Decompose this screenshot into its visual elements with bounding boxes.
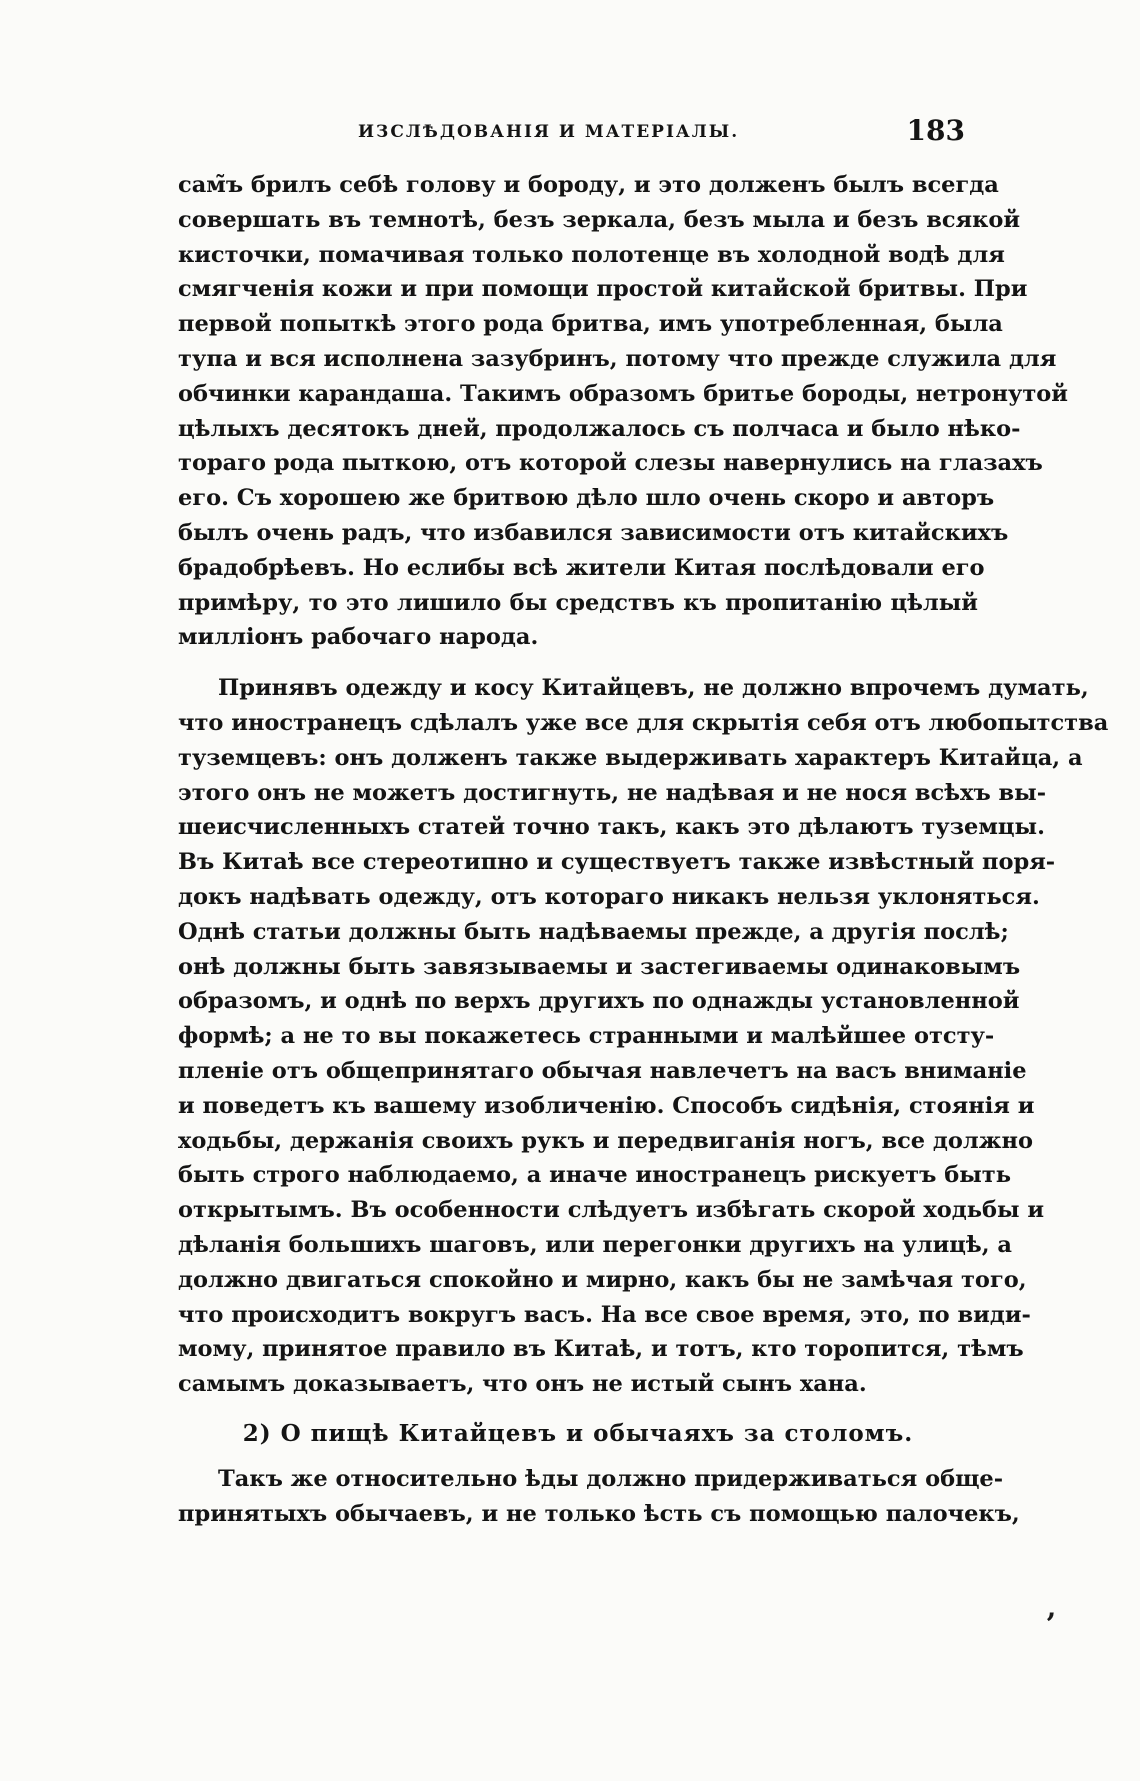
text-line: и поведетъ къ вашему изобличенію. Способъ сидѣнія, стоянія и	[178, 1092, 1035, 1119]
paragraph-2	[178, 671, 1109, 1402]
paragraph-3	[178, 1462, 1020, 1532]
text-line: должно двигаться спокойно и мирно, какъ бы не замѣчая того,	[178, 1266, 1027, 1293]
text-line: онѣ должны быть завязываемы и застегиваемы одинаковымъ	[178, 953, 1021, 980]
text-line: цѣлыхъ десятокъ дней, продолжалось съ полчаса и было нѣко-	[178, 415, 1021, 442]
text-line: формѣ; а не то вы покажетесь странными и малѣйшее отсту-	[178, 1023, 995, 1050]
text-line: первой попыткѣ этого рода бритва, имъ употребленная, была	[178, 311, 1003, 338]
text-line: пленіе отъ общепринятаго обычая навлечетъ на васъ вниманіе	[178, 1057, 1027, 1084]
text-line: Въ Китаѣ все стереотипно и существуетъ также извѣстный поря-	[178, 849, 1056, 876]
text-line: этого онъ не можетъ достигнуть, не надѣвая и не нося всѣхъ вы-	[178, 779, 1047, 806]
text-line: принятыхъ обычаевъ, и не только ѣсть съ помощью палочекъ,	[178, 1500, 1020, 1527]
text-line: милліонъ рабочаго народа.	[178, 624, 539, 651]
text-line: тупа и вся исполнена зазубринъ, потому что прежде служила для	[178, 345, 1057, 372]
text-line: брадобрѣевъ. Но еслибы всѣ жители Китая послѣдовали его	[178, 554, 985, 581]
body-text	[178, 168, 1109, 1531]
text-line: совершать въ темнотѣ, безъ зеркала, безъ мыла и безъ всякой	[178, 206, 1021, 233]
text-line: кисточки, помачивая только полотенце въ холодной водѣ для	[178, 241, 1005, 268]
text-line: самымъ доказываетъ, что онъ не истый сынъ хана.	[178, 1371, 867, 1398]
text-line: его. Съ хорошею же бритвою дѣло шло очень скоро и авторъ	[178, 485, 995, 512]
paragraph-1	[178, 168, 1068, 655]
text-line: образомъ, и однѣ по верхъ другихъ по однажды установленной	[178, 988, 1020, 1015]
text-line: шеисчисленныхъ статей точно такъ, какъ это дѣлаютъ туземцы.	[178, 814, 1045, 841]
text-line: тораго рода пыткою, отъ которой слезы навернулись на глазахъ	[178, 450, 1043, 477]
page-number: 183	[906, 114, 965, 147]
text-line: открытымъ. Въ особенности слѣдуетъ избѣгать скорой ходьбы и	[178, 1197, 1045, 1224]
text-line: туземцевъ: онъ долженъ также выдерживать характеръ Китайца, а	[178, 744, 1083, 771]
text-line: Принявъ одежду и косу Китайцевъ, не должно впрочемъ думать,	[218, 675, 1089, 702]
margin-mark: ʼ	[1045, 1608, 1056, 1643]
section-heading: 2) О пищѣ Китайцевъ и обычаяхъ за столомъ.	[242, 1419, 914, 1447]
text-line: обчинки карандаша. Такимъ образомъ бритье бороды, нетронутой	[178, 380, 1068, 407]
text-line: былъ очень радъ, что избавился зависимости отъ китайскихъ	[178, 519, 1009, 546]
text-line: ходьбы, держанія своихъ рукъ и передвиганія ногъ, все должно	[178, 1127, 1033, 1154]
running-head: ИЗСЛѢДОВАНІЯ И МАТЕРІАЛЫ.	[358, 122, 740, 142]
text-line: смягченія кожи и при помощи простой китайской бритвы. При	[178, 276, 1028, 303]
text-line: примѣру, то это лишило бы средствъ къ пропитанію цѣлый	[178, 589, 978, 616]
text-line: быть строго наблюдаемо, а иначе иностранецъ рискуетъ быть	[178, 1162, 1011, 1189]
text-line: докъ надѣвать одежду, отъ котораго никакъ нельзя уклоняться.	[178, 883, 1040, 910]
text-line: что иностранецъ сдѣлалъ уже все для скрытія себя отъ любопытства	[178, 709, 1109, 736]
text-line: что происходитъ вокругъ васъ. На все свое время, это, по види-	[178, 1301, 1031, 1328]
text-line: сам̃ъ брилъ себѣ голову и бороду, и это долженъ былъ всегда	[178, 172, 999, 198]
text-line: Однѣ статьи должны быть надѣваемы прежде, а другія послѣ;	[178, 918, 1009, 945]
text-line: мому, принятое правило въ Китаѣ, и тотъ, кто торопится, тѣмъ	[178, 1336, 1024, 1363]
text-line: Такъ же относительно ѣды должно придерживаться обще-	[218, 1465, 1004, 1492]
page-header	[175, 114, 975, 152]
text-line: дѣланія большихъ шаговъ, или перегонки другихъ на улицѣ, а	[178, 1231, 1012, 1258]
